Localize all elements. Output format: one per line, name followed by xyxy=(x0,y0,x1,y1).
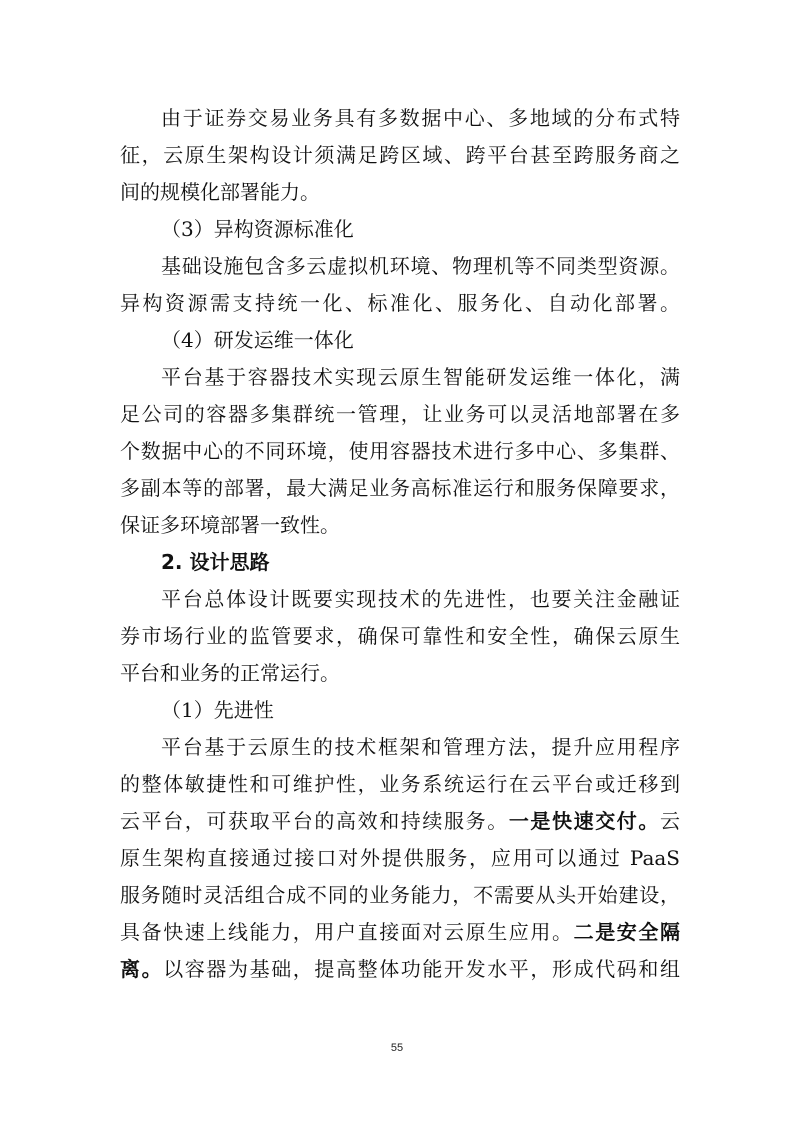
text-run: 云平台，可获取平台的高效和持续服务。 xyxy=(120,809,509,833)
page-number: 55 xyxy=(390,1042,404,1054)
paragraph-line: 原生架构直接通过接口对外提供服务，应用可以通过 PaaS xyxy=(120,846,680,870)
paragraph-line: 由于证券交易业务具有多数据中心、多地域的分布式特 xyxy=(161,106,680,130)
paragraph-line: 服务随时灵活组合成不同的业务能力，不需要从头开始建设， xyxy=(120,883,680,907)
paragraph-line: 平台基于容器技术实现云原生智能研发运维一体化，满 xyxy=(161,365,680,389)
paragraph-line: 间的规模化部署能力。 xyxy=(120,180,320,204)
paragraph-line: 保证多环境部署一致性。 xyxy=(120,513,340,537)
paragraph-line: 异构资源需支持统一化、标准化、服务化、自动化部署。 xyxy=(120,291,680,315)
paragraph-line: 足公司的容器多集群统一管理，让业务可以灵活地部署在多 xyxy=(120,402,680,426)
paragraph-line: 平台和业务的正常运行。 xyxy=(120,661,340,685)
paragraph-line xyxy=(120,917,680,947)
paragraph-line: 多副本等的部署，最大满足业务高标准运行和服务保障要求， xyxy=(120,476,680,500)
subheading-4: （4）研发运维一体化 xyxy=(161,328,354,352)
subheading-1: （1）先进性 xyxy=(161,698,274,722)
paragraph-line: 征，云原生架构设计须满足跨区域、跨平台甚至跨服务商之 xyxy=(120,143,680,167)
text-run: 具备快速上线能力，用户直接面对云原生应用。 xyxy=(120,920,574,944)
paragraph-line: 基础设施包含多云虚拟机环境、物理机等不同类型资源。 xyxy=(161,254,680,278)
paragraph-line: 平台总体设计既要实现技术的先进性，也要关注金融证 xyxy=(161,587,680,611)
paragraph-line: 的整体敏捷性和可维护性，业务系统运行在云平台或迁移到 xyxy=(120,772,680,796)
paragraph-line xyxy=(120,806,680,836)
emphasis-text: 一是快速交付。 xyxy=(508,809,661,833)
paragraph-line: 券市场行业的监管要求，确保可靠性和安全性，确保云原生 xyxy=(120,624,680,648)
emphasis-text: 二是安全隔 xyxy=(573,920,681,944)
paragraph-line: 个数据中心的不同环境，使用容器技术进行多中心、多集群、 xyxy=(120,439,680,463)
emphasis-text: 离。 xyxy=(120,957,164,981)
text-run: 以容器为基础，提高整体功能开发水平，形成代码和组 xyxy=(163,957,681,981)
section-heading: 2. 设计思路 xyxy=(161,550,270,574)
subheading-3: （3）异构资源标准化 xyxy=(161,217,354,241)
paragraph-line: 平台基于云原生的技术框架和管理方法，提升应用程序 xyxy=(161,735,680,759)
text-run: 云 xyxy=(660,809,681,833)
paragraph-line xyxy=(120,954,680,984)
